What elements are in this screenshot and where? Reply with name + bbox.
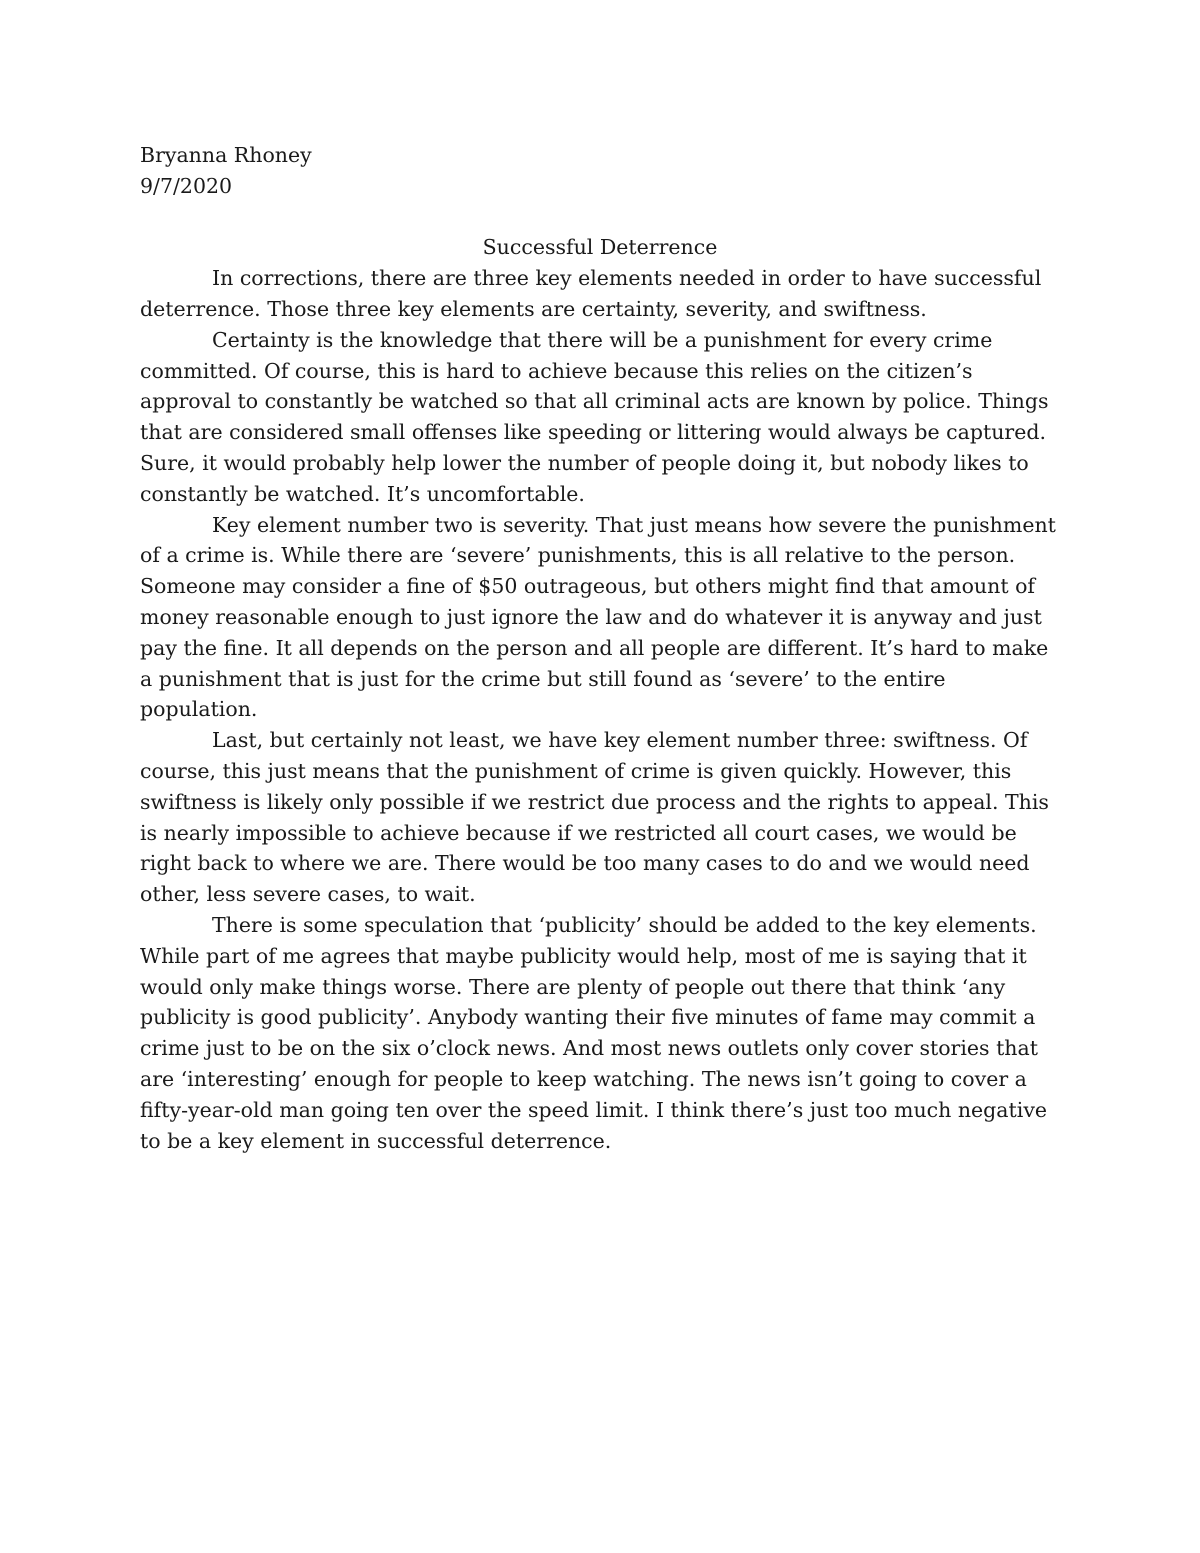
- document-date: 9/7/2020: [140, 173, 233, 198]
- document-body: [140, 140, 1060, 1156]
- author-name: Bryanna Rhoney: [140, 143, 312, 167]
- paragraph-certainty: Certainty is the knowledge that there will be a punishment for every crime committed. Of course, this is hard to achieve because this relies on the citizen’s approval to constantly be watched so that all criminal acts are known by police. Things that are considered small offenses like speeding or littering would always be captured. Sure, it would probably help lower the number of people doing it, but nobody likes to constantly be watched. It’s uncomfortable.: [140, 327, 1049, 506]
- paragraph-intro: In corrections, there are three key elements needed in order to have successful deterrence. Those three key elements are certainty, severity, and swiftness.: [140, 266, 1042, 321]
- paragraph-swiftness: Last, but certainly not least, we have key element number three: swiftness. Of course, this just means that the punishment of crime is given quickly. However, this swiftness is likely only possible if we restrict due process and the rights to appeal. This is nearly impossible to achieve because if we restricted all court cases, we would be right back to where we are. There would be too many cases to do and we would need other, less severe cases, to wait.: [140, 728, 1049, 907]
- paragraph-severity: Key element number two is severity. That just means how severe the punishment of a crime is. While there are ‘severe’ punishments, this is all relative to the person. Someone may consider a fine of $50 outrageous, but others might find that amount of money reasonable enough to just ignore the law and do whatever it is anyway and just pay the fine. It all depends on the person and all people are different. It’s hard to make a punishment that is just for the crime but still found as ‘severe’ to the entire population.: [140, 512, 1056, 722]
- document-title: Successful Deterrence: [482, 235, 718, 260]
- paragraph-publicity: There is some speculation that ‘publicity’ should be added to the key elements. While part of me agrees that maybe publicity would help, most of me is saying that it would only make things worse. There are plenty of people out there that think ‘any publicity is good publicity’. Anybody wanting their five minutes of fame may commit a crime just to be on the six o’clock news. And most news outlets only cover stories that are ‘interesting’ enough for people to keep watching. The news isn’t going to cover a fifty-year-old man going ten over the speed limit. I think there’s just too much negative to be a key element in successful deterrence.: [140, 912, 1048, 1153]
